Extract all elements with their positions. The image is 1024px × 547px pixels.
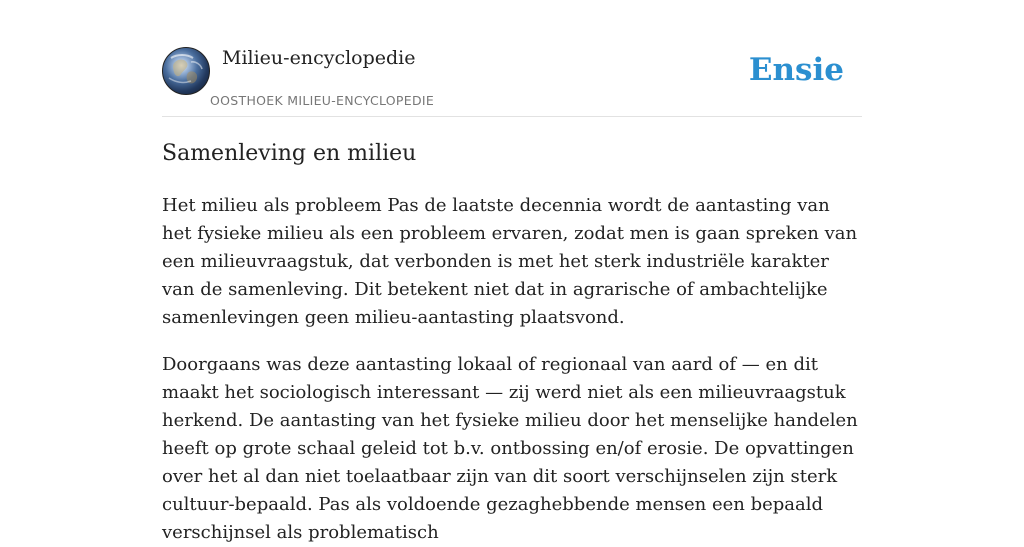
site-header <box>162 0 862 117</box>
content-container <box>162 0 862 543</box>
earth-globe-icon[interactable] <box>162 47 210 95</box>
site-subtitle[interactable]: OOSTHOEK MILIEU-ENCYCLOPEDIE <box>210 93 435 108</box>
site-title[interactable]: Milieu-encyclopedie <box>222 47 416 69</box>
article-paragraph: Het milieu als probleem Pas de laatste decennia wordt de aantasting van het fysieke milieu als een probleem ervaren, zodat men is gaan spreken van een milieuvraagstuk, dat verbonden is met het sterk industriële karakter van de samenleving. Dit betekent niet dat in agrarische of ambachtelijke samenlevingen geen milieu-aantasting plaatsvond. <box>162 195 858 328</box>
brand-logo[interactable]: Ensie <box>748 52 844 88</box>
article-paragraph: Doorgaans was deze aantasting lokaal of regionaal van aard of — en dit maakt het sociologisch interessant — zij werd niet als een milieuvraagstuk herkend. De aantasting van het fysieke milieu door het menselijke handelen heeft op grote schaal geleid tot b.v. ontbossing en/of erosie. De opvattingen over het al dan niet toelaatbaar zijn van dit soort verschijnselen zijn sterk cultuur-bepaald. Pas als voldoende gezaghebbende mensen een bepaald verschijnsel als problematisch <box>162 354 858 543</box>
article-title: Samenleving en milieu <box>162 141 417 166</box>
